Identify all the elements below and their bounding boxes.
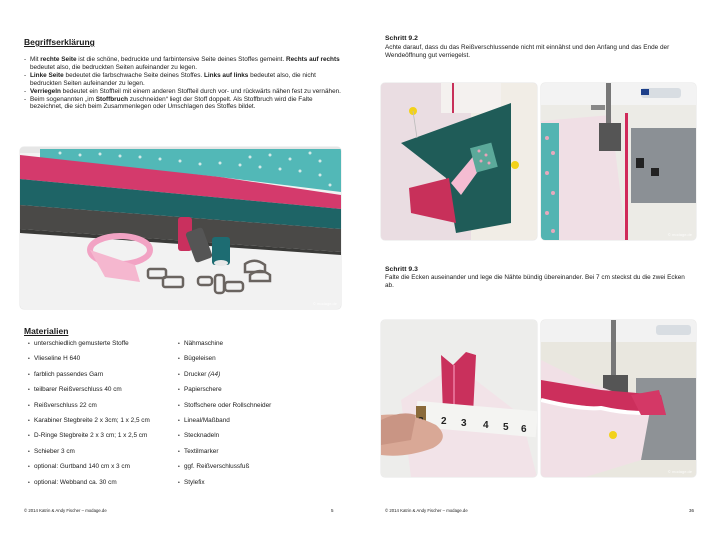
step-description: Achte darauf, dass du das Reißverschlussende nicht mit einnähst und den Anfang und das Ende der Wendeöffnung gut verriegelst. bbox=[385, 44, 670, 59]
material-item bbox=[178, 417, 271, 432]
sewing-machine-image bbox=[541, 83, 696, 240]
materials-photo bbox=[20, 147, 341, 309]
glossary-text: zuschneiden“ liegt der Stoff doppelt. Als Stoffbruch wird die Falte bezeichnet, die sich beim Zusammenlegen oder Umschlagen des Stoffes bildet. bbox=[30, 95, 313, 111]
material-label: unterschiedlich gemusterte Stoffe bbox=[34, 340, 129, 347]
material-item bbox=[28, 371, 150, 386]
step-photo bbox=[381, 83, 537, 240]
glossary-item bbox=[24, 88, 342, 96]
glossary-item bbox=[24, 96, 342, 112]
material-label: Textilmarker bbox=[184, 447, 219, 455]
tape-number: 3 bbox=[461, 418, 467, 429]
material-item bbox=[28, 402, 150, 417]
material-item bbox=[178, 402, 271, 417]
printer-note: (A4) bbox=[208, 370, 221, 378]
material-label: teilbarer Reißverschluss 40 cm bbox=[34, 386, 122, 394]
material-item bbox=[178, 371, 271, 386]
step-photo bbox=[541, 83, 696, 240]
glossary-text: ist die schöne, bedruckte und farbintensive Seite deines Stoffes gemeint. bbox=[76, 56, 287, 63]
step-photo bbox=[541, 320, 696, 477]
material-item bbox=[28, 417, 150, 432]
material-item bbox=[178, 463, 271, 478]
material-label: Stylefix bbox=[184, 478, 205, 486]
sewing-corner-image bbox=[541, 320, 696, 477]
material-item bbox=[28, 355, 150, 370]
page-number: 5 bbox=[331, 508, 334, 513]
glossary-item bbox=[24, 56, 342, 72]
material-label: Papierschere bbox=[184, 386, 222, 394]
glossary-text: bedeutet also, die nicht bedruckten Seiten aufeinander zu legen. bbox=[30, 71, 316, 87]
material-label: optional: Gurtband 140 cm x 3 cm bbox=[34, 463, 130, 471]
right-page bbox=[360, 0, 720, 540]
material-item bbox=[28, 448, 150, 463]
material-item bbox=[178, 479, 271, 494]
zipper-end-image bbox=[381, 83, 537, 240]
material-item bbox=[178, 355, 271, 370]
materials-column-1 bbox=[28, 340, 150, 494]
material-label: ggf. Reißverschlussfuß bbox=[184, 463, 250, 471]
glossary-text: bedeutet die farbschwache Seite deines Stoffes. bbox=[63, 71, 204, 79]
glossary-text: Beim sogenannten „im bbox=[30, 95, 96, 103]
materials-heading: Materialien bbox=[24, 326, 69, 336]
glossary-text: bedeutet ein Stoffteil mit einem anderen Stoffteil durch vor- und rückwärts nähen fest zu vernähen. bbox=[60, 87, 341, 95]
step-photo bbox=[381, 320, 537, 477]
measuring-tape-image bbox=[381, 320, 537, 477]
glossary-term: Linke Seite bbox=[30, 71, 64, 79]
glossary-text: bedeutet also, die bedruckten Seiten aufeinander zu legen. bbox=[30, 63, 197, 71]
material-label: optional: Webband ca. 30 cm bbox=[34, 478, 117, 486]
glossary-term: Rechts auf rechts bbox=[286, 56, 340, 63]
material-label: Karabiner Stegbreite 2 x 3cm; 1 x 2,5 cm bbox=[34, 416, 150, 424]
glossary-item bbox=[24, 72, 342, 88]
fabric-stack-image bbox=[20, 147, 341, 309]
page-number: 36 bbox=[689, 508, 695, 513]
material-item bbox=[178, 432, 271, 447]
glossary-term: rechte Seite bbox=[40, 56, 77, 63]
photo-watermark: © modage.de bbox=[667, 469, 692, 474]
material-item bbox=[178, 340, 271, 355]
glossary-list bbox=[24, 56, 342, 111]
step-title: Schritt 9.2 bbox=[385, 35, 418, 42]
photo-watermark: © modage.de bbox=[312, 301, 337, 306]
glossary-text: Mit bbox=[30, 56, 41, 63]
tape-number: 2 bbox=[441, 416, 447, 427]
glossary-term: Stoffbruch bbox=[95, 95, 129, 103]
material-item bbox=[28, 340, 150, 355]
material-item bbox=[178, 386, 271, 401]
material-item bbox=[178, 448, 271, 463]
material-label: Stecknadeln bbox=[184, 432, 220, 440]
tape-number: 6 bbox=[521, 424, 527, 435]
material-label: Nähmaschine bbox=[184, 340, 224, 347]
material-label: Lineal/Maßband bbox=[184, 416, 230, 424]
material-label: Reißverschluss 22 cm bbox=[34, 401, 97, 409]
materials-column-2 bbox=[178, 340, 271, 494]
photo-watermark: © modage.de bbox=[667, 232, 692, 237]
material-label: farblich passendes Garn bbox=[34, 370, 104, 378]
material-label: Stoffschere oder Rollschneider bbox=[184, 401, 272, 409]
glossary-term: Links auf links bbox=[203, 71, 249, 79]
material-label: Schieber 3 cm bbox=[34, 447, 75, 455]
material-item bbox=[28, 432, 150, 447]
material-item bbox=[28, 463, 150, 478]
material-label: Bügeleisen bbox=[184, 355, 216, 363]
material-item bbox=[28, 386, 150, 401]
glossary-heading: Begriffserklärung bbox=[24, 37, 95, 47]
material-label: Vlieseline H 640 bbox=[34, 355, 81, 363]
glossary-term: Verriegeln bbox=[30, 87, 61, 95]
tape-number: 4 bbox=[483, 420, 489, 431]
step-title: Schritt 9.3 bbox=[385, 266, 418, 273]
material-label: Drucker bbox=[184, 370, 207, 378]
step-description: Falte die Ecken auseinander und lege die Nähte bündig übereinander. Bei 7 cm steckst du die zwei Ecken ab. bbox=[385, 274, 685, 289]
material-item bbox=[28, 479, 150, 494]
material-label: D-Ringe Stegbreite 2 x 3 cm; 1 x 2,5 cm bbox=[34, 432, 148, 440]
page-footer: © 2014 Katrin & Andy Fischer – modage.de bbox=[24, 508, 107, 513]
page-footer: © 2014 Katrin & Andy Fischer – modage.de bbox=[385, 508, 468, 513]
tape-number: 5 bbox=[503, 422, 509, 433]
